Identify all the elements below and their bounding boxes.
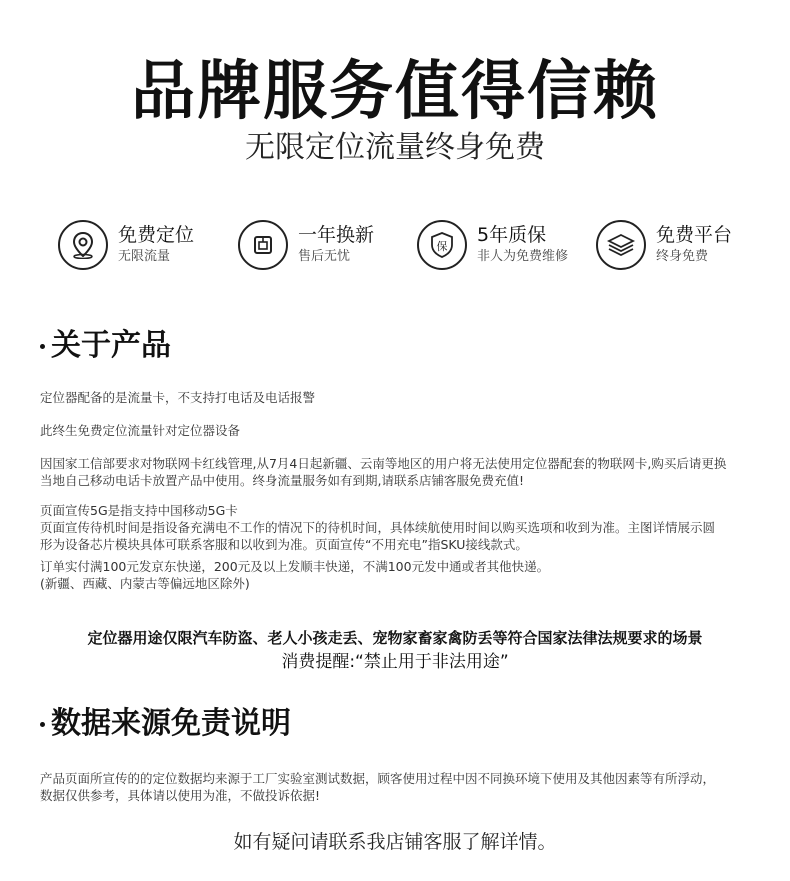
about-paragraph-4: 页面宣传5G是指支持中国移动5G卡 页面宣传待机时间是指设备充满电不工作的情况下的待机时间，具体续航使用时间以购买选项和收到为准。主图详情展示圆 形为设备芯片模块具体可联系客服和以收到为准。页面宣传“不用充电”指SKU接线款式。 xyxy=(40,503,716,552)
about-paragraph-2: 此终生免费定位流量针对定位器设备 xyxy=(40,423,241,438)
feature-row xyxy=(58,217,758,277)
feature-title: 5年质保 xyxy=(477,224,547,246)
hero-title: 品牌服务值得信赖 xyxy=(131,55,659,129)
section-title-about-product: 关于产品 xyxy=(40,326,171,366)
feature-title: 免费平台 xyxy=(656,224,733,246)
product-box-icon xyxy=(238,220,288,270)
hero-subtitle: 无限定位流量终身免费 xyxy=(245,130,545,165)
about-paragraph-5: 订单实付满100元发京东快递，200元及以上发顺丰快递，不满100元发中通或者其他快递。 (新疆、西藏、内蒙古等偏远地区除外) xyxy=(40,559,550,591)
about-paragraph-1: 定位器配备的是流量卡，不支持打电话及电话报警 xyxy=(40,390,316,405)
feature-one-year-replacement xyxy=(238,217,374,273)
usage-notice: 定位器用途仅限汽车防盗、老人小孩走丢、宠物家畜家禽防丢等符合国家法律法规要求的场景 xyxy=(87,629,703,647)
bullet-dot xyxy=(40,344,45,349)
footer-contact-note: 如有疑问请联系我店铺客服了解详情。 xyxy=(233,831,557,853)
layers-stack-icon xyxy=(596,220,646,270)
svg-text:保: 保 xyxy=(436,240,448,253)
feature-free-positioning xyxy=(58,217,194,273)
disclaimer-paragraph: 产品页面所宣传的的定位数据均来源于工厂实验室测试数据，顾客使用过程中因不同换环境下使用及其他因素等有所浮动， 数据仅供参考，具体请以使用为准，不做投诉依据! xyxy=(40,771,716,803)
warranty-shield-icon xyxy=(417,220,467,270)
location-pin-icon xyxy=(58,220,108,270)
feature-free-platform xyxy=(596,217,732,273)
feature-five-year-warranty xyxy=(417,217,568,273)
feature-subtitle: 非人为免费维修 xyxy=(477,249,569,264)
feature-subtitle: 终身免费 xyxy=(656,249,709,264)
about-paragraph-3: 因国家工信部要求对物联网卡红线管理,从7月4日起新疆、云南等地区的用户将无法使用定位器配套的物联网卡,购买后请更换 当地自己移动电话卡放置产品中使用。终身流量服务如有到期,请联系店铺客服免费充值! xyxy=(40,456,727,488)
bullet-dot xyxy=(40,722,45,727)
consumer-warning: 消费提醒:“禁止用于非法用途” xyxy=(281,652,509,672)
feature-title: 免费定位 xyxy=(118,224,195,246)
feature-title: 一年换新 xyxy=(298,224,375,246)
feature-subtitle: 售后无忧 xyxy=(298,249,351,264)
section-title-data-disclaimer: 数据来源免责说明 xyxy=(40,704,291,744)
feature-subtitle: 无限流量 xyxy=(118,249,171,264)
